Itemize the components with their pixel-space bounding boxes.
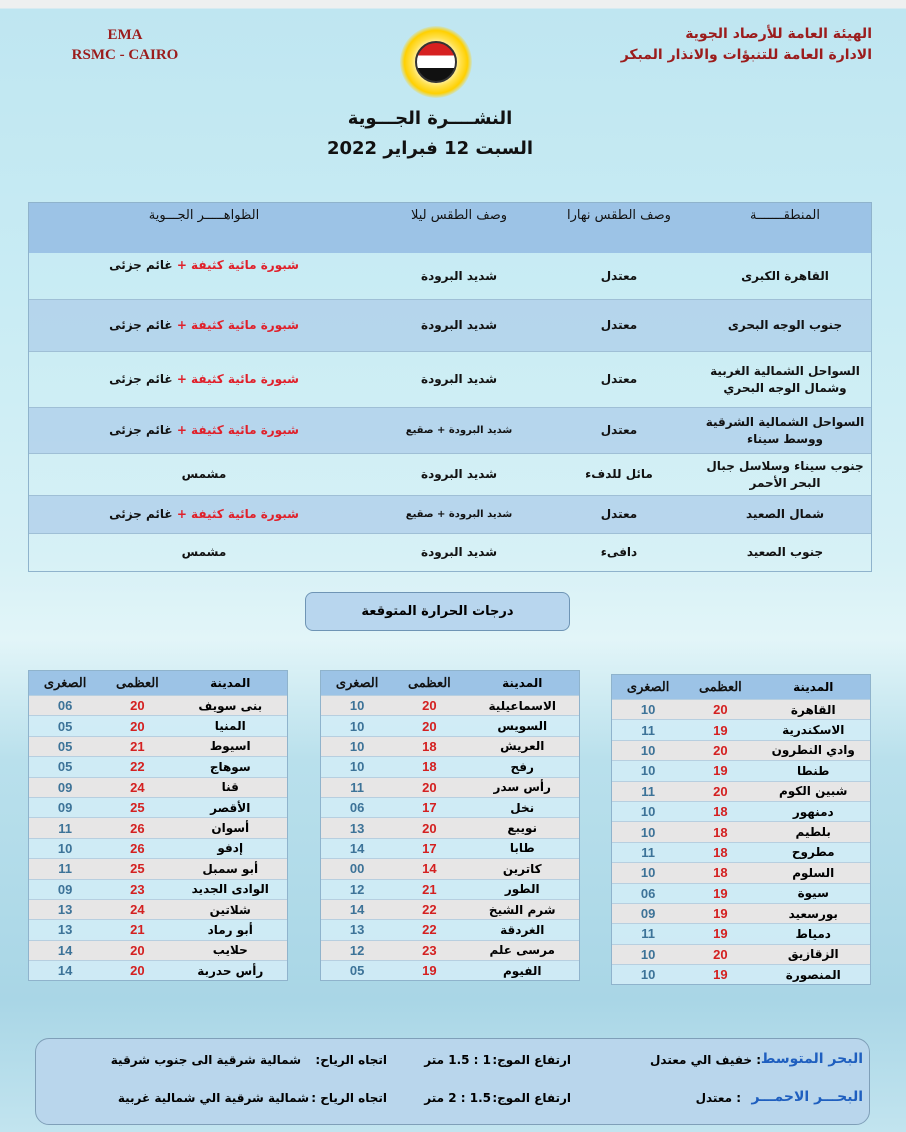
city-name: اسيوط: [209, 739, 251, 754]
temp-row: [612, 964, 870, 984]
temp-row: [321, 899, 579, 919]
max-temp: 18: [713, 844, 728, 860]
day-weather: مائل للدفء: [585, 467, 653, 481]
city-name: العريش: [500, 739, 545, 754]
temp-table-header: [29, 671, 287, 695]
col-city: المدينة: [210, 676, 251, 690]
day-weather: معتدل: [600, 507, 638, 521]
temp-row: [29, 797, 287, 817]
city-name: أبو سمبل: [202, 861, 259, 876]
min-temp: 12: [349, 942, 365, 958]
max-temp: 23: [130, 881, 145, 897]
col-city: المدينة: [502, 676, 543, 690]
temp-row: [29, 838, 287, 858]
bulletin-title-block: [280, 104, 580, 164]
max-temp: 21: [130, 922, 145, 938]
max-temp: 20: [422, 718, 437, 734]
wind-value: شمالية شرقية الى جنوب شرقية: [110, 1053, 301, 1067]
temp-row: [321, 940, 579, 960]
night-weather: شديد البرودة: [420, 268, 498, 283]
city-name: شرم الشيخ: [488, 902, 556, 917]
phenomena-sky: غائم جزئى: [109, 372, 173, 386]
phenomena: [29, 544, 379, 561]
max-temp: 17: [422, 840, 437, 856]
city-name: أسوان: [211, 821, 250, 836]
city-name: المنيا: [214, 719, 246, 734]
max-temp: 19: [713, 906, 728, 922]
temp-row: [612, 760, 870, 780]
city-name: رأس سدر: [493, 780, 551, 795]
min-temp: 09: [640, 906, 656, 922]
phenomena-sky: غائم جزئى: [109, 423, 173, 437]
temp-row: [612, 740, 870, 760]
city-name: الاسكندرية: [782, 723, 845, 738]
temp-row: [321, 777, 579, 797]
region-row: [29, 407, 871, 453]
temp-row: [29, 695, 287, 715]
col-min: الصغرى: [335, 675, 379, 690]
max-temp: 14: [422, 861, 437, 877]
sea-conditions: [35, 1038, 870, 1125]
temp-row: [321, 715, 579, 735]
city-name: الاسماعيلية: [488, 698, 557, 713]
city-name: السلوم: [792, 865, 835, 880]
region-row: [29, 453, 871, 495]
city-name: مرسى علم: [489, 943, 555, 958]
max-temp: 25: [130, 861, 145, 877]
city-name: الطور: [504, 882, 540, 897]
max-temp: 20: [713, 783, 728, 799]
phenomena: [29, 253, 379, 274]
region-row: [29, 253, 871, 299]
min-temp: 10: [640, 742, 656, 758]
min-temp: 14: [349, 840, 365, 856]
max-temp: 24: [130, 779, 145, 795]
city-name: نخل: [510, 800, 535, 815]
city-name: شبين الكوم: [778, 784, 848, 799]
wind-label: اتجاه الرياح :: [311, 1091, 387, 1105]
night-weather: شديد البرودة: [420, 318, 498, 332]
min-temp: 10: [640, 865, 656, 881]
min-temp: 10: [640, 946, 656, 962]
temp-row: [321, 695, 579, 715]
min-temp: 13: [349, 922, 365, 938]
temp-row: [29, 858, 287, 878]
regions-table-header: [29, 203, 871, 253]
min-temp: 05: [57, 759, 73, 775]
max-temp: 21: [130, 738, 145, 754]
city-name: سوهاج: [209, 759, 251, 774]
max-temp: 20: [713, 702, 728, 718]
min-temp: 10: [640, 804, 656, 820]
temp-row: [29, 919, 287, 939]
night-weather: شديد البرودة + صقيع: [405, 509, 513, 520]
region-name: شمال الصعيد: [746, 507, 824, 521]
min-temp: 10: [349, 698, 365, 714]
max-temp: 21: [422, 881, 437, 897]
ema-logo: [400, 26, 472, 98]
phenomena: [29, 466, 379, 483]
min-temp: 09: [57, 800, 73, 816]
min-temp: 10: [640, 967, 656, 983]
max-temp: 26: [130, 820, 145, 836]
sea-name: البحـــر الاحمـــر: [751, 1089, 863, 1105]
temp-row: [29, 879, 287, 899]
max-temp: 20: [130, 698, 145, 714]
night-weather: شديد البرودة: [420, 467, 498, 481]
sea-name: البحر المتوسط: [760, 1051, 863, 1067]
col-max: العظمى: [407, 675, 451, 690]
max-temp: 20: [422, 779, 437, 795]
region-name: السواحل الشمالية الغربية وشمال الوجه البحري: [710, 363, 860, 395]
phenomena: [29, 506, 379, 523]
min-temp: 10: [640, 702, 656, 718]
min-temp: 10: [640, 824, 656, 840]
temp-row: [612, 801, 870, 821]
region-name: جنوب الصعيد: [746, 545, 824, 559]
phenomena-sky: غائم جزئى: [109, 318, 173, 332]
phenomena-warning: شبورة مائية كثيفة +: [176, 507, 299, 521]
col-max: العظمى: [115, 675, 159, 690]
max-temp: 18: [713, 804, 728, 820]
min-temp: 11: [641, 844, 655, 860]
phenomena-sky: غائم جزئى: [109, 258, 173, 272]
org-line1: الهيئة العامة للأرصاد الجوية: [685, 26, 872, 42]
phenomena-sky: غائم جزئى: [109, 507, 173, 521]
min-temp: 14: [349, 902, 365, 918]
day-weather: معتدل: [600, 268, 638, 283]
max-temp: 18: [422, 738, 437, 754]
temp-row: [321, 797, 579, 817]
temp-row: [612, 883, 870, 903]
min-temp: 05: [349, 963, 365, 979]
day-weather: دافىء: [600, 545, 638, 559]
temp-table-header: [612, 675, 870, 699]
temps-title: درجات الحرارة المتوقعة: [305, 592, 570, 631]
temp-row: [321, 817, 579, 837]
min-temp: 12: [349, 881, 365, 897]
min-temp: 13: [57, 902, 73, 918]
temp-row: [612, 903, 870, 923]
bulletin-title: النشــــرة الجـــوية: [347, 108, 513, 129]
min-temp: 10: [349, 738, 365, 754]
min-temp: 10: [349, 718, 365, 734]
region-name: جنوب الوجه البحرى: [727, 318, 843, 332]
col-night: وصف الطقس ليلا: [410, 208, 508, 223]
temp-row: [321, 879, 579, 899]
wind-label: اتجاه الرياح:: [315, 1053, 387, 1067]
col-day: وصف الطقس نهارا: [567, 208, 671, 223]
col-city: المدينة: [793, 680, 834, 694]
temp-table-delta-coast: [611, 674, 871, 985]
phenomena-warning: شبورة مائية كثيفة +: [176, 372, 299, 386]
city-name: وادي النطرون: [771, 743, 855, 758]
city-name: الزقازيق: [787, 947, 839, 962]
city-name: الفيوم: [503, 963, 542, 978]
max-temp: 20: [130, 718, 145, 734]
city-name: شلاتين: [209, 902, 251, 917]
temp-row: [612, 781, 870, 801]
city-name: القاهرة: [790, 702, 836, 717]
min-temp: 10: [57, 840, 73, 856]
max-temp: 22: [130, 759, 145, 775]
max-temp: 20: [713, 946, 728, 962]
temp-table-upper-egypt: [28, 670, 288, 981]
col-region: المنطقـــــــة: [750, 208, 820, 223]
city-name: الغردقة: [500, 922, 545, 937]
org-line2: الادارة العامة للتنبؤات والانذار المبكر: [620, 47, 872, 63]
temp-row: [321, 756, 579, 776]
city-name: سيوة: [797, 886, 829, 901]
temp-row: [29, 899, 287, 919]
min-temp: 06: [57, 698, 73, 714]
city-name: قنا: [221, 780, 239, 795]
phenomena-warning: شبورة مائية كثيفة +: [176, 423, 299, 437]
sea-red-row: [36, 1089, 869, 1109]
max-temp: 25: [130, 800, 145, 816]
wave-label: ارتفاع الموج:: [492, 1091, 571, 1105]
max-temp: 23: [422, 942, 437, 958]
night-weather: شديد البرودة + صقيع: [405, 425, 513, 436]
city-name: السويس: [497, 719, 548, 734]
region-row: [29, 351, 871, 407]
min-temp: 13: [57, 922, 73, 938]
temp-row: [29, 756, 287, 776]
max-temp: 22: [422, 902, 437, 918]
regions-table: [28, 202, 872, 572]
temp-row: [612, 821, 870, 841]
city-name: طابا: [509, 841, 535, 856]
phenomena: [29, 371, 379, 388]
max-temp: 20: [422, 820, 437, 836]
day-weather: معتدل: [600, 372, 638, 386]
temp-row: [321, 960, 579, 980]
city-name: دمنهور: [792, 804, 834, 819]
min-temp: 11: [641, 926, 655, 942]
phenomena-warning: شبورة مائية كثيفة +: [176, 318, 299, 332]
min-temp: 14: [57, 963, 73, 979]
temp-row: [612, 923, 870, 943]
max-temp: 24: [130, 902, 145, 918]
col-max: العظمى: [698, 679, 742, 694]
region-name: السواحل الشمالية الشرقية ووسط سيناء: [705, 414, 865, 446]
city-name: طنطا: [797, 763, 830, 778]
col-phenomena: الظواهـــــر الجـــوية: [148, 208, 260, 223]
min-temp: 11: [350, 779, 364, 795]
phenomena-warning: شبورة مائية كثيفة +: [176, 258, 299, 272]
temp-row: [321, 919, 579, 939]
org-name: [572, 24, 872, 66]
temp-row: [612, 944, 870, 964]
temp-row: [29, 960, 287, 980]
rsmc-label: RSMC - CAIRO: [71, 47, 179, 63]
wave-value: 1.5 : 2 متر: [424, 1091, 491, 1105]
min-temp: 09: [57, 779, 73, 795]
max-temp: 20: [713, 742, 728, 758]
max-temp: 17: [422, 800, 437, 816]
max-temp: 22: [422, 922, 437, 938]
temp-table-header: [321, 671, 579, 695]
min-temp: 10: [349, 759, 365, 775]
sea-med-row: [36, 1051, 869, 1071]
temp-row: [29, 777, 287, 797]
min-temp: 05: [57, 718, 73, 734]
temp-row: [321, 736, 579, 756]
region-name: القاهرة الكبرى: [741, 268, 829, 283]
wind-value: شمالية شرقية الي شمالية غربية: [117, 1091, 309, 1105]
sea-state: : خفيف الي معتدل: [649, 1053, 761, 1067]
day-weather: معتدل: [600, 318, 638, 332]
city-name: نويبع: [507, 821, 538, 836]
min-temp: 06: [349, 800, 365, 816]
min-temp: 11: [641, 722, 655, 738]
temp-row: [29, 817, 287, 837]
temp-row: [612, 862, 870, 882]
temp-row: [321, 858, 579, 878]
temp-table-canal-sinai: [320, 670, 580, 981]
col-min: الصغرى: [43, 675, 87, 690]
min-temp: 13: [349, 820, 365, 836]
phenomena-sky: مشمس: [181, 467, 227, 481]
max-temp: 19: [713, 722, 728, 738]
min-temp: 06: [640, 885, 656, 901]
max-temp: 19: [713, 926, 728, 942]
max-temp: 20: [130, 963, 145, 979]
city-name: الوادى الجديد: [191, 882, 269, 897]
max-temp: 20: [130, 942, 145, 958]
city-name: رأس حدربة: [197, 963, 264, 978]
col-min: الصغرى: [626, 679, 670, 694]
region-row: [29, 533, 871, 571]
city-name: رفح: [510, 759, 534, 774]
region-row: [29, 495, 871, 533]
region-name: جنوب سيناء وسلاسل جبال البحر الأحمر: [706, 458, 864, 490]
header-en: [60, 27, 190, 64]
city-name: بنى سويف: [198, 698, 263, 713]
city-name: كاترين: [502, 861, 542, 876]
max-temp: 19: [713, 885, 728, 901]
phenomena: [29, 422, 379, 439]
min-temp: 09: [57, 881, 73, 897]
min-temp: 00: [349, 861, 365, 877]
ema-label: EMA: [107, 27, 143, 43]
bulletin-date: السبت 12 فبراير 2022: [326, 138, 534, 159]
night-weather: شديد البرودة: [420, 545, 498, 559]
temp-row: [612, 719, 870, 739]
phenomena: [29, 317, 379, 334]
phenomena-sky: مشمس: [181, 545, 227, 559]
min-temp: 11: [58, 820, 72, 836]
city-name: بورسعيد: [788, 906, 838, 921]
max-temp: 20: [422, 698, 437, 714]
max-temp: 18: [713, 865, 728, 881]
city-name: إدفو: [217, 841, 244, 856]
min-temp: 10: [640, 763, 656, 779]
wave-label: ارتفاع الموج:: [492, 1053, 571, 1067]
temp-row: [29, 940, 287, 960]
max-temp: 18: [713, 824, 728, 840]
max-temp: 19: [713, 967, 728, 983]
max-temp: 19: [713, 763, 728, 779]
city-name: دمياط: [795, 926, 831, 941]
city-name: الأقصر: [210, 800, 251, 815]
max-temp: 19: [422, 963, 437, 979]
min-temp: 14: [57, 942, 73, 958]
city-name: أبو رماد: [207, 922, 253, 937]
city-name: المنصورة: [785, 967, 841, 982]
region-row: [29, 299, 871, 351]
temp-row: [29, 715, 287, 735]
sea-state: : معتدل: [695, 1091, 741, 1105]
min-temp: 11: [641, 783, 655, 799]
wave-value: 1 : 1.5 متر: [424, 1053, 491, 1067]
min-temp: 11: [58, 861, 72, 877]
city-name: بلطيم: [795, 825, 831, 840]
temp-row: [612, 842, 870, 862]
temp-row: [29, 736, 287, 756]
temp-row: [321, 838, 579, 858]
night-weather: شديد البرودة: [420, 372, 498, 386]
max-temp: 18: [422, 759, 437, 775]
min-temp: 05: [57, 738, 73, 754]
max-temp: 26: [130, 840, 145, 856]
day-weather: معتدل: [600, 423, 638, 437]
city-name: مطروح: [791, 845, 835, 860]
temp-row: [612, 699, 870, 719]
city-name: حلايب: [212, 943, 248, 958]
